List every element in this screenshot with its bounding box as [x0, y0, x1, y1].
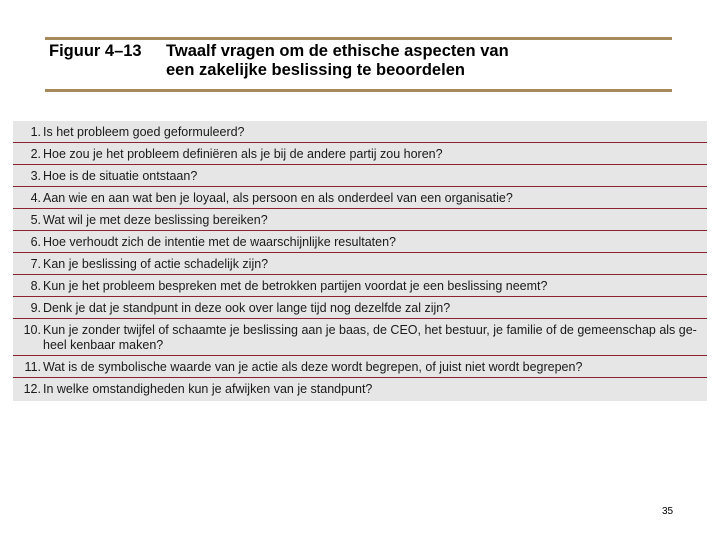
table-row: [13, 143, 707, 165]
question-number: 8.: [30, 279, 41, 293]
question-text: [43, 235, 703, 250]
question-line: Kan je beslissing of actie schadelijk zijn?: [43, 257, 269, 271]
table-row: [13, 231, 707, 253]
table-row: [13, 275, 707, 297]
question-line: In welke omstandigheden kun je afwijken van je standpunt?: [43, 382, 373, 396]
table-row: [13, 297, 707, 319]
question-number: 12.: [23, 382, 41, 396]
question-number: 6.: [30, 235, 41, 249]
figure-label: Figuur 4–13: [49, 42, 142, 60]
table-row: [13, 165, 707, 187]
question-line: Aan wie en aan wat ben je loyaal, als persoon en als onderdeel van een organisatie?: [43, 191, 513, 205]
figure-caption-line-2: een zakelijke beslissing te beoordelen: [166, 61, 465, 79]
question-number: 2.: [30, 147, 41, 161]
title-bottom-rule: [45, 89, 672, 92]
figure-caption: [166, 42, 509, 80]
table-row: [13, 121, 707, 143]
question-number: 11.: [24, 360, 41, 374]
title-top-rule: [45, 37, 672, 40]
question-number: 4.: [30, 191, 41, 205]
question-line: Denk je dat je standpunt in deze ook over lange tijd nog dezelfde zal zijn?: [43, 301, 451, 315]
table-row: [13, 187, 707, 209]
table-row: [13, 378, 707, 399]
question-number: 3.: [30, 169, 41, 183]
table-row: [13, 209, 707, 231]
question-text: [43, 147, 703, 162]
question-text: [43, 169, 703, 184]
table-row: [13, 319, 707, 356]
question-text: [43, 213, 703, 228]
question-line: Hoe zou je het probleem definiëren als je bij de andere partij zou horen?: [43, 147, 443, 161]
questions-table: [13, 121, 707, 401]
question-number: 9.: [30, 301, 41, 315]
question-line: Hoe is de situatie ontstaan?: [43, 169, 198, 183]
question-text: [43, 360, 703, 375]
table-row: [13, 253, 707, 275]
question-number: 7.: [30, 257, 41, 271]
table-row: [13, 356, 707, 378]
question-line: Is het probleem goed geformuleerd?: [43, 125, 245, 139]
question-text: [43, 323, 703, 353]
question-line: Kun je het probleem bespreken met de betrokken partijen voordat je een beslissing neemt?: [43, 279, 548, 293]
question-text: [43, 279, 703, 294]
question-line: Kun je zonder twijfel of schaamte je beslissing aan je baas, de CEO, het bestuur, je familie of de gemeenschap als ge-: [43, 323, 697, 337]
question-text: [43, 191, 703, 206]
question-line: Wat is de symbolische waarde van je actie als deze wordt begrepen, of juist niet wordt begrepen?: [43, 360, 583, 374]
question-text: [43, 257, 703, 272]
question-number: 5.: [30, 213, 41, 227]
question-number: 10.: [23, 323, 41, 337]
question-text: [43, 301, 703, 316]
question-line: Hoe verhoudt zich de intentie met de waarschijnlijke resultaten?: [43, 235, 396, 249]
question-number: 1.: [30, 125, 41, 139]
question-line: heel kenbaar maken?: [43, 338, 164, 352]
question-line: Wat wil je met deze beslissing bereiken?: [43, 213, 268, 227]
page-number: 35: [662, 506, 674, 517]
question-text: [43, 125, 703, 140]
question-text: [43, 382, 703, 397]
figure-caption-line-1: Twaalf vragen om de ethische aspecten van: [166, 42, 509, 60]
